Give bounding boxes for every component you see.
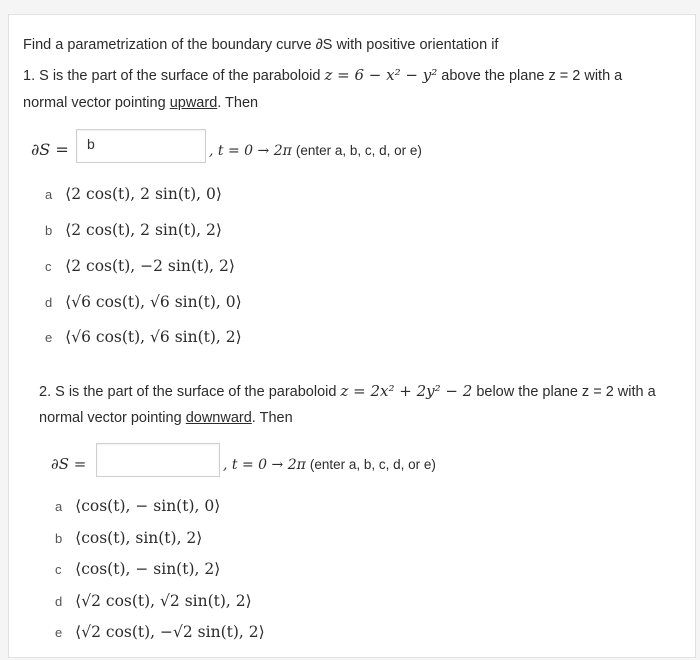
q1-lhs: ∂S = <box>31 140 69 159</box>
intro-text: Find a parametrization of the boundary curve ∂S with positive orientation if <box>23 37 499 53</box>
q1-range-row <box>209 141 422 161</box>
q2-option-letter: c <box>55 562 62 577</box>
question-card <box>8 14 696 658</box>
q1-equation: z = 6 − x² − y² <box>324 66 438 84</box>
q2-lhs: ∂S = <box>51 455 87 473</box>
q1-instruction: (enter a, b, c, d, or e) <box>295 143 422 158</box>
q1-answer-input[interactable] <box>76 129 206 163</box>
q1-option-e <box>45 328 242 346</box>
q1-direction: upward <box>169 95 218 111</box>
q2-option-expr: ⟨cos(t), − sin(t), 0⟩ <box>75 497 221 515</box>
q1-option-expr: ⟨2 cos(t), 2 sin(t), 0⟩ <box>65 185 222 203</box>
q2-line1-before: S is the part of the surface of the paraboloid <box>55 384 337 400</box>
q1-number: 1. <box>23 68 36 84</box>
q1-option-a <box>45 185 222 203</box>
q1-option-letter: e <box>45 330 53 345</box>
q2-range: , t = 0 → 2π <box>223 457 306 473</box>
q2-number: 2. <box>39 384 52 400</box>
q1-line1-before: S is the part of the surface of the paraboloid <box>39 68 321 84</box>
q2-line2-before: normal vector pointing <box>39 410 182 426</box>
q2-line2-after: . Then <box>251 410 293 426</box>
q2-option-expr: ⟨√2 cos(t), √2 sin(t), 2⟩ <box>75 592 252 610</box>
q2-option-c <box>55 560 220 578</box>
q2-option-expr: ⟨√2 cos(t), −√2 sin(t), 2⟩ <box>75 623 265 641</box>
q1-line1-after: above the plane z = 2 with a <box>441 68 623 84</box>
q2-option-b <box>55 529 202 547</box>
q1-line2 <box>23 93 258 113</box>
q1-option-letter: a <box>45 187 53 202</box>
q2-option-expr: ⟨cos(t), sin(t), 2⟩ <box>75 529 203 547</box>
q1-option-expr: ⟨√6 cos(t), √6 sin(t), 2⟩ <box>65 328 242 346</box>
q1-range: , t = 0 → 2π <box>209 143 292 159</box>
q2-option-d <box>55 592 252 610</box>
q2-equation: z = 2x² + 2y² − 2 <box>340 382 473 400</box>
q2-direction: downward <box>185 410 252 426</box>
q1-answer-value: b <box>87 136 95 152</box>
q1-option-expr: ⟨2 cos(t), −2 sin(t), 2⟩ <box>65 257 235 275</box>
q2-option-letter: e <box>55 625 63 640</box>
q2-instruction: (enter a, b, c, d, or e) <box>309 457 436 472</box>
q1-option-letter: c <box>45 259 52 274</box>
q1-option-c <box>45 257 235 275</box>
q2-range-row <box>223 455 436 475</box>
q2-option-letter: a <box>55 499 63 514</box>
q2-line1 <box>39 381 656 402</box>
q1-line2-before: normal vector pointing <box>23 95 166 111</box>
q1-option-letter: b <box>45 223 53 238</box>
q1-option-b <box>45 221 222 239</box>
q2-answer-input[interactable] <box>96 443 220 477</box>
q1-option-expr: ⟨√6 cos(t), √6 sin(t), 0⟩ <box>65 293 242 311</box>
q2-option-e <box>55 623 265 641</box>
q1-line2-after: . Then <box>217 95 259 111</box>
q1-option-d <box>45 293 242 311</box>
q2-line1-after: below the plane z = 2 with a <box>476 384 656 400</box>
q2-option-a <box>55 497 220 515</box>
q2-option-letter: b <box>55 531 63 546</box>
q1-option-letter: d <box>45 295 53 310</box>
q2-line2 <box>39 408 293 428</box>
q1-option-expr: ⟨2 cos(t), 2 sin(t), 2⟩ <box>65 221 222 239</box>
q2-option-letter: d <box>55 594 63 609</box>
q2-option-expr: ⟨cos(t), − sin(t), 2⟩ <box>75 560 221 578</box>
q1-line1 <box>23 65 622 86</box>
